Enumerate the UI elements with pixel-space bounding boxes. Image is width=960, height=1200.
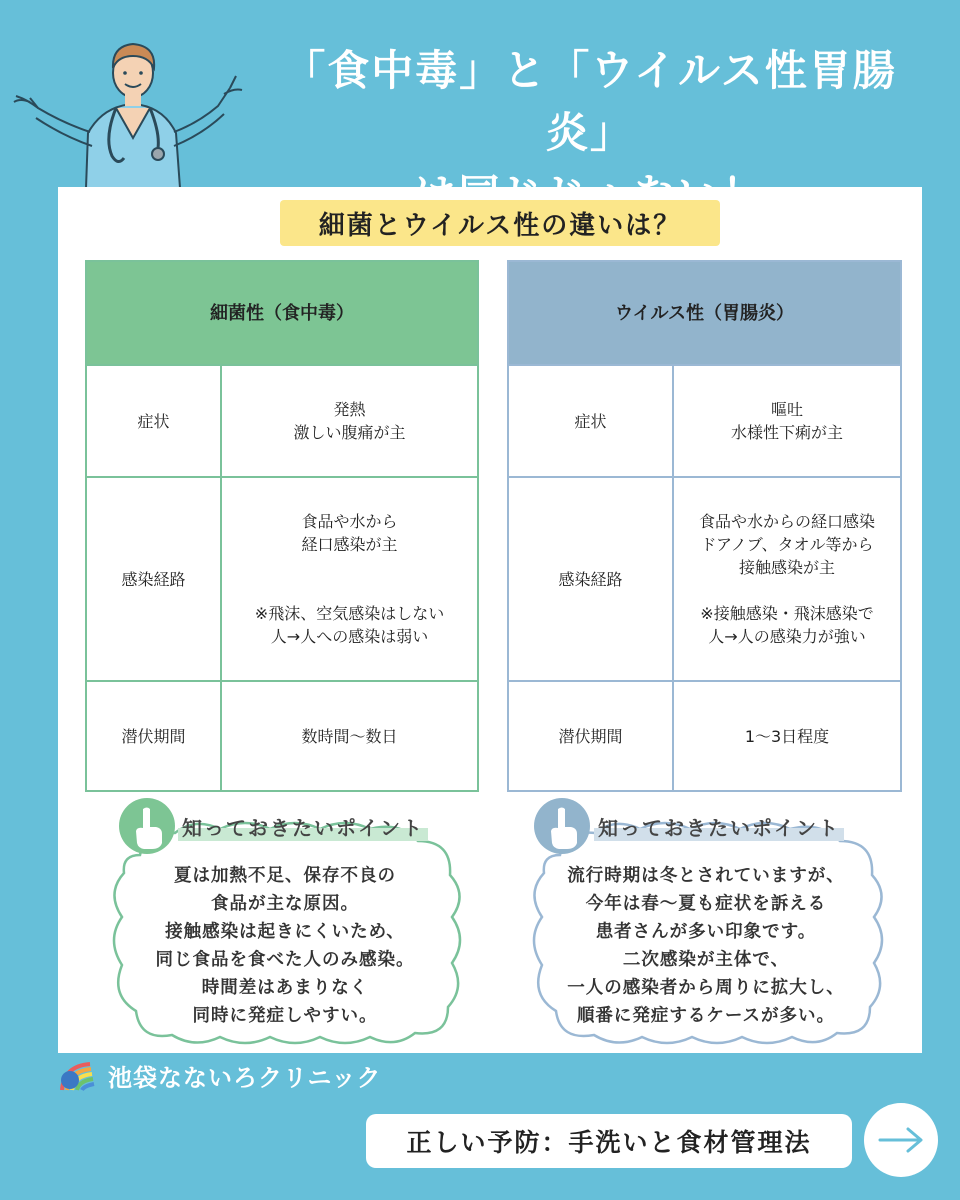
table-row	[508, 681, 901, 791]
table-row	[86, 365, 478, 477]
prevention-link-button[interactable]	[366, 1114, 852, 1168]
row-value: 数時間〜数日	[221, 681, 478, 791]
viral-heading: ウイルス性（胃腸炎）	[508, 261, 901, 365]
row-value: 食品や水からの経口感染 ドアノブ、タオル等から 接触感染が主 ※接触感染・飛沫感染で 人→人の感染力が強い	[673, 477, 901, 681]
bacterial-table	[85, 260, 479, 792]
subtitle: 細菌とウイルス性の違いは？	[318, 210, 682, 241]
rainbow-logo-icon	[58, 1060, 102, 1092]
doctor-illustration	[8, 28, 258, 188]
table-row	[508, 365, 901, 477]
row-label: 症状	[508, 365, 673, 477]
pointing-hand-icon	[533, 797, 591, 855]
row-label: 潜伏期間	[86, 681, 221, 791]
viral-table	[507, 260, 902, 792]
point-text-left: 夏は加熱不足、保存不良の 食品が主な原因。 接触感染は起きにくいため、 同じ食品を食べた人のみ感染。 時間差はあまりなく 同時に発症しやすい。	[155, 866, 415, 1026]
row-label: 感染経路	[86, 477, 221, 681]
table-row	[508, 477, 901, 681]
table-row	[86, 477, 478, 681]
row-value: 発熱 激しい腹痛が主	[221, 365, 478, 477]
table-row	[86, 681, 478, 791]
row-label: 潜伏期間	[508, 681, 673, 791]
arrow-right-icon	[878, 1127, 924, 1153]
clinic-logo	[58, 1058, 382, 1093]
row-label: 症状	[86, 365, 221, 477]
cta-label: 正しい予防：手洗いと食材管理法	[406, 1128, 812, 1157]
point-title-right: 知っておきたいポイント	[594, 812, 844, 841]
title-line-1: 「食中毒」と「ウイルス性胃腸炎」	[283, 46, 897, 157]
row-value: 嘔吐 水様性下痢が主	[673, 365, 901, 477]
bacterial-heading: 細菌性（食中毒）	[86, 261, 478, 365]
row-label: 感染経路	[508, 477, 673, 681]
row-value: 1〜3日程度	[673, 681, 901, 791]
point-title-left: 知っておきたいポイント	[178, 812, 428, 841]
pointing-hand-icon	[118, 797, 176, 855]
row-value: 食品や水から 経口感染が主 ※飛沫、空気感染はしない 人→人への感染は弱い	[221, 477, 478, 681]
next-button[interactable]	[864, 1103, 938, 1177]
subtitle-highlight	[280, 200, 720, 246]
point-text-right: 流行時期は冬とされていますが、 今年は春〜夏も症状を訴える 患者さんが多い印象です。 二次感染が主体で、 一人の感染者から周りに拡大し、 順番に発症するケースが多い。	[567, 866, 845, 1026]
clinic-name: 池袋なないろクリニック	[108, 1064, 382, 1092]
